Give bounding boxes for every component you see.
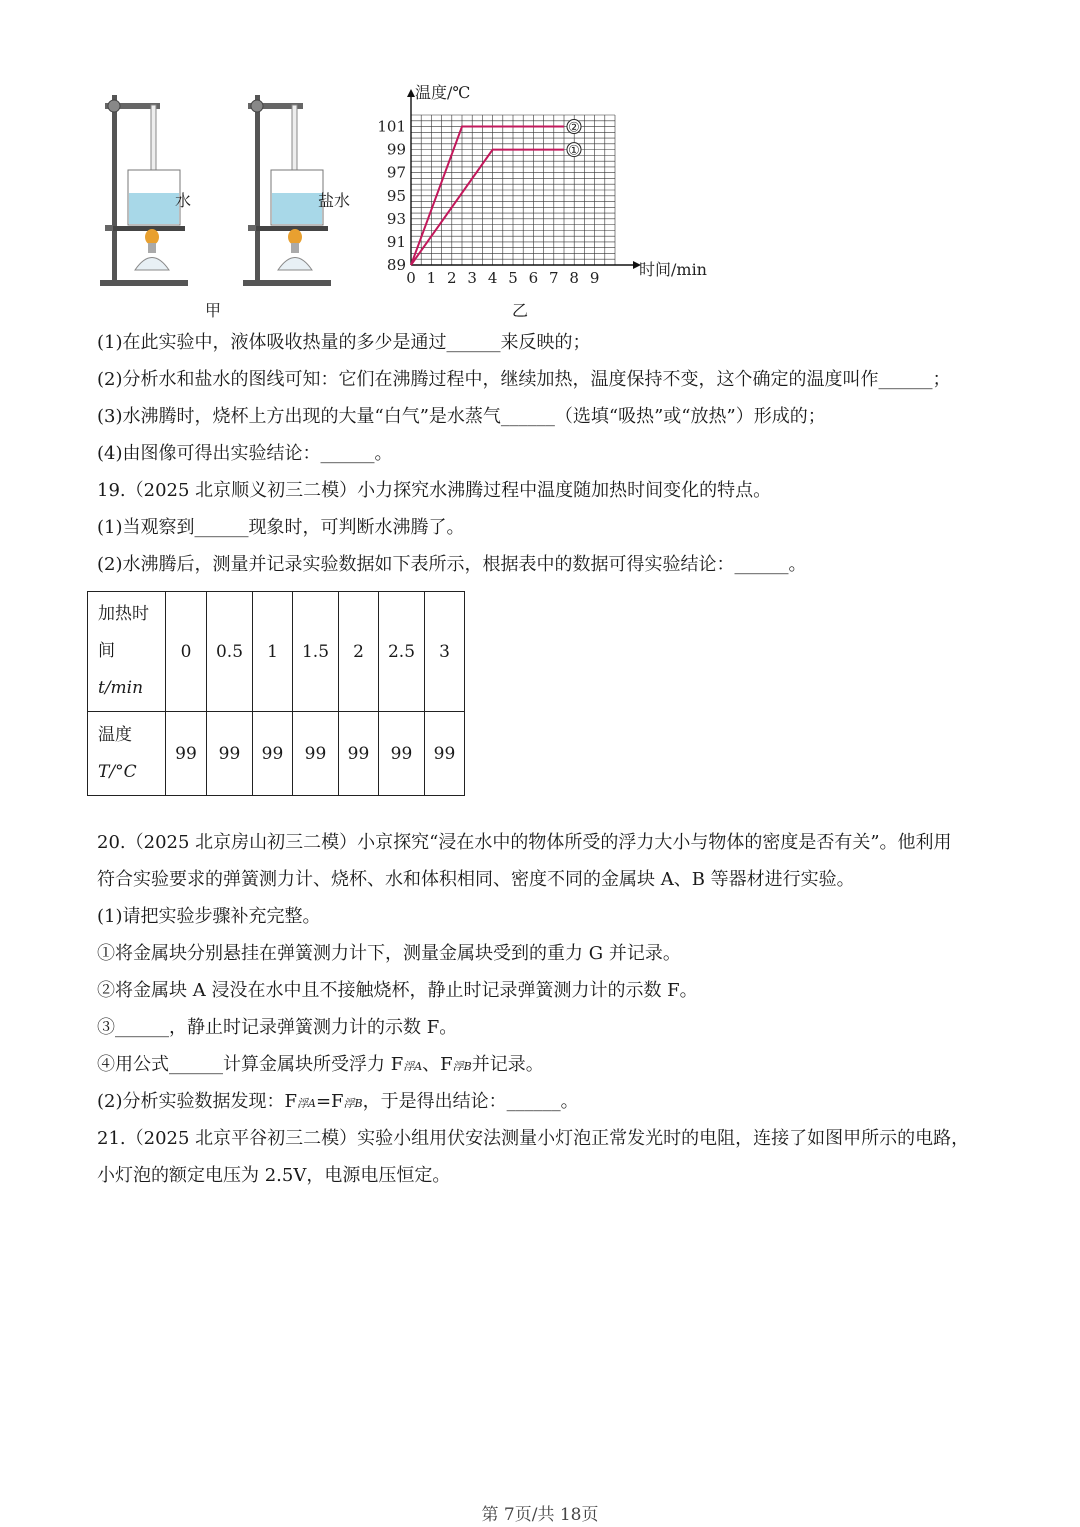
part2-text-a: (2)分析实验数据发现：F <box>97 1091 297 1112</box>
q20-step1: ①将金属块分别悬挂在弹簧测力计下，测量金属块受到的重力 G 并记录。 <box>97 943 681 964</box>
q19-part2: (2)水沸腾后，测量并记录实验数据如下表所示，根据表中的数据可得实验结论：______。 <box>97 554 807 575</box>
x-tick-label: 6 <box>528 269 539 287</box>
series-label: ② <box>568 120 580 136</box>
subscript: 浮A <box>297 1097 316 1110</box>
header-line: 加热时 <box>98 604 149 624</box>
table-cell: 2 <box>339 592 379 712</box>
table-cell: 2.5 <box>379 592 425 712</box>
figure-yi-caption: 乙 <box>512 301 529 320</box>
q20-part1: (1)请把实验步骤补充完整。 <box>97 906 321 927</box>
table-cell: 99 <box>425 712 465 796</box>
y-tick-label: 97 <box>386 163 406 182</box>
x-tick-label: 8 <box>569 269 579 287</box>
y-tick-label: 95 <box>386 186 406 205</box>
y-tick-label: 91 <box>386 232 406 251</box>
header-line: T/°C <box>98 761 137 782</box>
table-cell: 0.5 <box>207 592 253 712</box>
table-row <box>88 712 465 796</box>
temperature-time-chart <box>375 80 720 295</box>
series-label: ① <box>568 143 580 159</box>
table-cell: 1 <box>253 592 293 712</box>
x-tick-label: 4 <box>487 269 498 287</box>
x-tick-label: 1 <box>426 269 437 287</box>
y-tick-label: 93 <box>386 209 406 228</box>
q19-part1: (1)当观察到______现象时，可判断水沸腾了。 <box>97 517 465 538</box>
table-header-time <box>88 592 166 712</box>
q21-line2: 小灯泡的额定电压为 2.5V，电源电压恒定。 <box>97 1165 451 1186</box>
q19-data-table <box>87 591 465 796</box>
subscript: 浮B <box>452 1060 472 1073</box>
q21-line1: 21.（2025 北京平谷初三二模）实验小组用伏安法测量小灯泡正常发光时的电阻，连接了如图甲所示的电路， <box>97 1128 970 1149</box>
table-cell: 99 <box>253 712 293 796</box>
x-tick-label: 0 <box>406 269 416 287</box>
q20-title-line1: 20.（2025 北京房山初三二模）小京探究“浸在水中的物体所受的浮力大小与物体的密度是否有关”。他利用 <box>97 832 952 853</box>
header-line: t/min <box>98 678 144 698</box>
x-tick-label: 3 <box>467 269 477 287</box>
table-cell: 99 <box>166 712 207 796</box>
q18-part2: (2)分析水和盐水的图线可知：它们在沸腾过程中，继续加热，温度保持不变，这个确定的温度叫作______； <box>97 369 951 390</box>
q20-step4 <box>97 1053 544 1079</box>
x-tick-label: 7 <box>549 269 559 287</box>
table-cell: 3 <box>425 592 465 712</box>
q20-title-line2: 符合实验要求的弹簧测力计、烧杯、水和体积相同、密度不同的金属块 A、B 等器材进行实验。 <box>97 869 855 890</box>
q19-title: 19.（2025 北京顺义初三二模）小力探究水沸腾过程中温度随加热时间变化的特点。 <box>97 480 772 501</box>
y-axis-arrow <box>407 89 415 97</box>
header-line: 温度 <box>98 724 132 745</box>
step4-text-b: 、F <box>422 1054 453 1075</box>
q20-part2 <box>97 1090 579 1116</box>
y-tick-label: 99 <box>386 140 406 159</box>
table-cell: 0 <box>166 592 207 712</box>
table-header-temp <box>88 712 166 796</box>
x-tick-label: 5 <box>508 269 518 287</box>
q18-part3: (3)水沸腾时，烧杯上方出现的大量“白气”是水蒸气______（选填“吸热”或“放热”）形成的； <box>97 406 826 427</box>
step4-text-c: 并记录。 <box>471 1054 544 1075</box>
x-tick-label: 2 <box>447 269 457 287</box>
table-cell: 99 <box>293 712 339 796</box>
saltwater-label: 盐水 <box>318 191 351 210</box>
q20-step3: ③______，静止时记录弹簧测力计的示数 F。 <box>97 1017 458 1038</box>
part2-text-c: ，于是得出结论：______。 <box>362 1091 579 1112</box>
subscript: 浮A <box>403 1060 423 1073</box>
table-cell: 99 <box>207 712 253 796</box>
y-tick-label: 89 <box>386 256 406 274</box>
q18-part4: (4)由图像可得出实验结论：______。 <box>97 443 393 464</box>
q18-part1: (1)在此实验中，液体吸收热量的多少是通过______来反映的； <box>97 332 591 353</box>
table-cell: 99 <box>379 712 425 796</box>
q20-step2: ②将金属块 A 浸没在水中且不接触烧杯，静止时记录弹簧测力计的示数 F。 <box>97 980 698 1001</box>
header-line: 间 <box>98 641 115 661</box>
y-axis-label: 温度/℃ <box>415 83 471 102</box>
table-cell: 1.5 <box>293 592 339 712</box>
y-tick-label: 101 <box>377 117 406 136</box>
page-footer: 第 7页/共 18页 <box>481 1505 599 1525</box>
step4-text-a: ④用公式______计算金属块所受浮力 F <box>97 1054 404 1075</box>
subscript: 浮B <box>343 1097 363 1110</box>
figure-jia-caption: 甲 <box>205 301 222 320</box>
x-tick-label: 9 <box>589 269 600 287</box>
table-row <box>88 592 465 712</box>
part2-text-b: =F <box>315 1091 344 1112</box>
table-cell: 99 <box>339 712 379 796</box>
water-label: 水 <box>175 191 192 210</box>
x-axis-label: 时间/min <box>639 260 707 279</box>
